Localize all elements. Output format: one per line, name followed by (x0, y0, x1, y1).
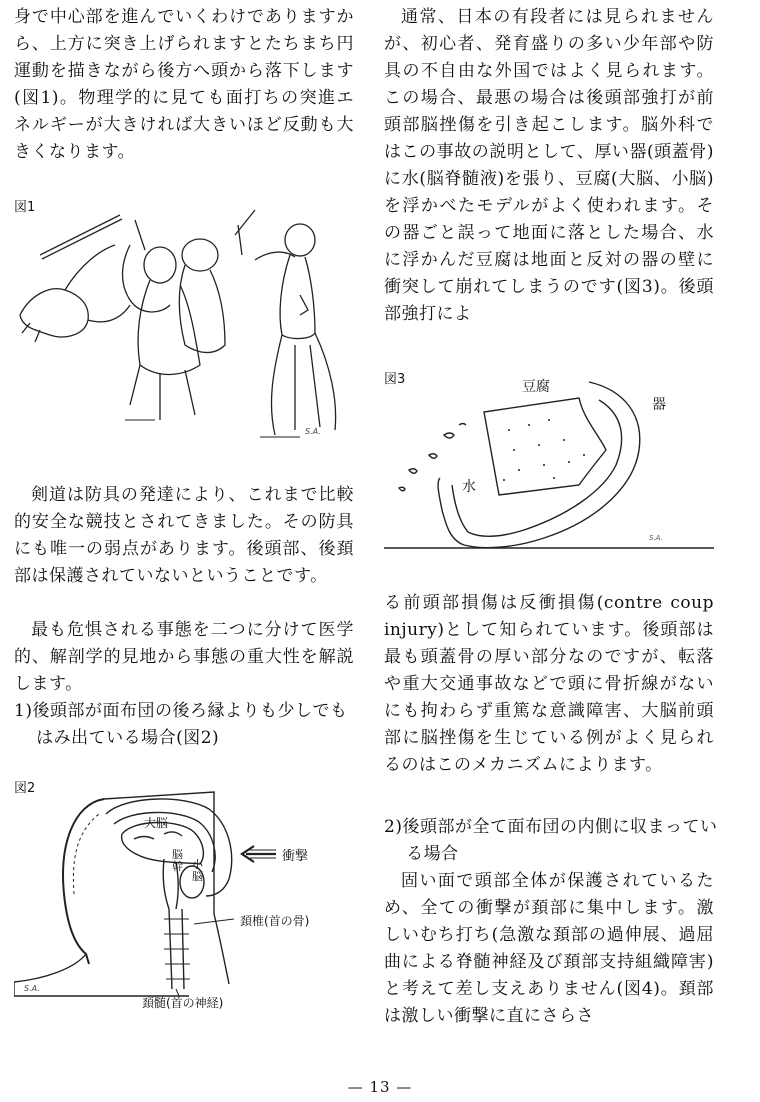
right-paragraph-1: 通常、日本の有段者には見られませんが、初心者、発育盛りの多い少年部や防具の不自由な外国ではよく見られます。この場合、最悪の場合は後頭部強打が前頭部脳挫傷を引き起こします。脳外科ではこの事故の説明として、厚い器(頭蓋骨)に水(脳脊髄液)を張り、豆腐(大脳、小脳)を浮かべたモデルがよく使われます。その器ごと誤って地面に落とした場合、水に浮かんだ豆腐は地面と反対の器の壁に衝突して崩れてしまうのです(図3)。後頭部強打によ (384, 7, 714, 324)
label-brainstem: 脳幹 (172, 848, 183, 873)
left-paragraph-3: 最も危惧される事態を二つに分けて医学的、解剖学的見地から事態の重大性を解説します。 (14, 620, 354, 694)
page-number: — 13 — (347, 1078, 413, 1096)
right-paragraph-2: る前頭部損傷は反衝損傷(contre coup injury)として知られています。後頭部は最も頭蓋骨の厚い部分なのですが、転落や重大交通事故などで頭に骨折線がないにも拘わらず重篤な意識障害、大脳前頭部に脳挫傷を生じている例がよく見られるのはこのメカニズムによります。 (384, 593, 714, 775)
label-cerebellum: 小脳 (192, 858, 203, 883)
label-tofu: 豆腐 (522, 379, 550, 395)
figure-3-tofu-model (384, 370, 714, 560)
figure-1-signature: S.A. (305, 427, 321, 436)
label-cerebrum: 大脳 (144, 816, 169, 830)
figure-1-caption: 図1 (14, 200, 36, 215)
label-bowl: 器 (652, 397, 666, 413)
list-item-1: 1)後頭部が面布団の後ろ縁よりも少しでもはみ出ている場合(図2) (14, 701, 348, 748)
figure-2-caption: 図2 (14, 781, 36, 796)
list-item-2: 2)後頭部が全て面布団の内側に収まっている場合 (384, 817, 718, 864)
label-water: 水 (462, 479, 476, 495)
right-paragraph-3: 固い面で頭部全体が保護されているため、全ての衝撃が頚部に集中します。激しいむち打ち(急激な頚部の過伸展、過屈曲による脊髄神経及び頚部支持組織障害)と考えて差し支えありません(図4)。頚部は激しい衝撃に直にさらさ (384, 871, 714, 1026)
figure-1-kendo-illustration (10, 205, 350, 445)
label-cervical-spine: 頚椎(首の骨) (240, 914, 310, 928)
left-paragraph-1: 身で中心部を進んでいくわけでありますから、上方に突き上げられますとたちまち円運動を描きながら後方へ頭から落下します(図1)。物理学的に見ても面打ちの突進エネルギーが大きければ大きいほど反動も大きくなります。 (14, 7, 354, 162)
label-impact: 衝撃 (282, 849, 309, 864)
figure-2-signature: S.A. (24, 984, 40, 993)
figure-2-head-anatomy (14, 784, 354, 1014)
left-paragraph-2: 剣道は防具の発達により、これまで比較的安全な競技とされてきました。その防具にも唯一の弱点があります。後頭部、後頚部は保護されていないということです。 (14, 485, 354, 586)
figure-3-caption: 図3 (384, 372, 406, 387)
label-spinal-cord: 頚髄(首の神経) (142, 996, 224, 1010)
figure-3-signature: S.A. (649, 534, 663, 542)
